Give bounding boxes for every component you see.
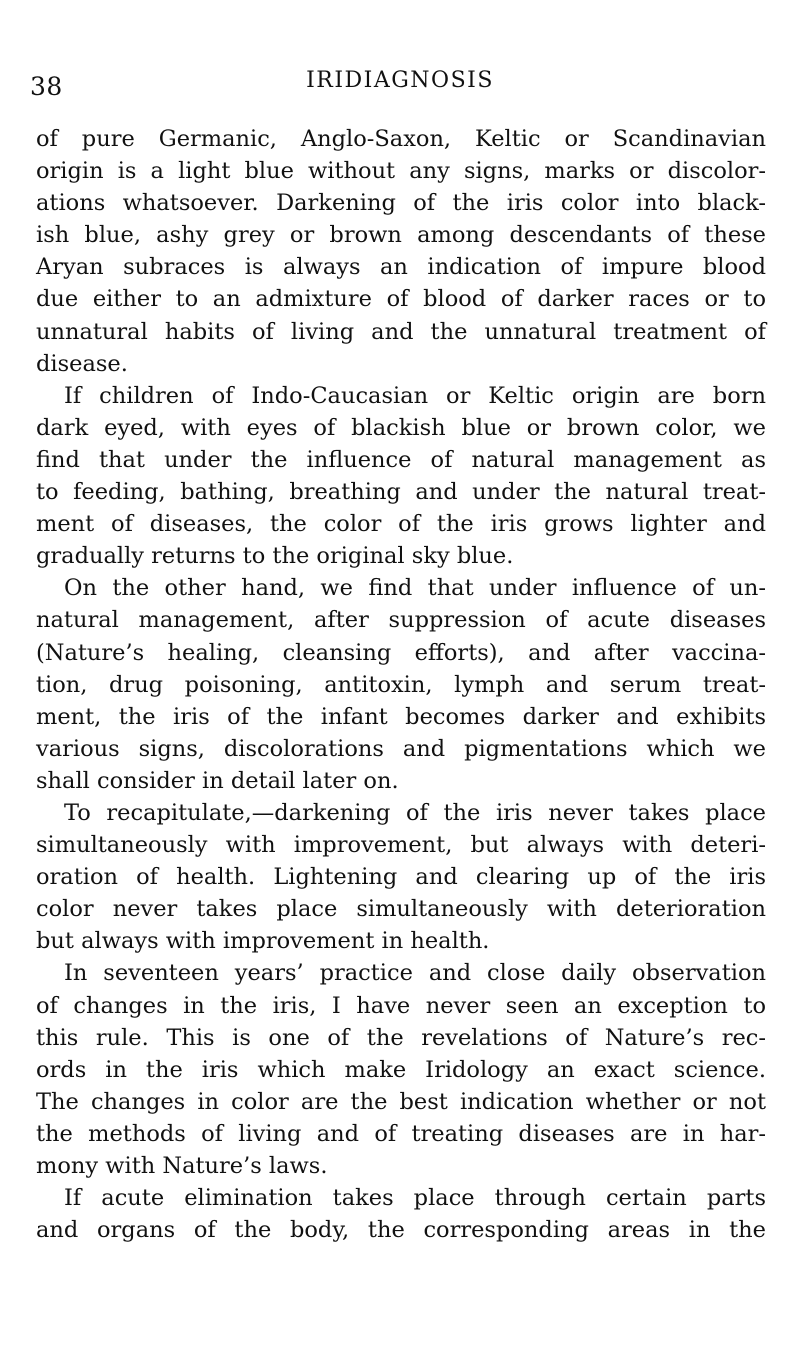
page-header — [0, 68, 800, 108]
text-line: The changes in color are the best indication whether or not — [36, 1088, 766, 1115]
text-line: due either to an admixture of blood of darker races or to — [36, 286, 766, 313]
text-line: shall consider in detail later on. — [36, 767, 399, 794]
text-line: various signs, discolorations and pigmentations which we — [36, 735, 766, 762]
text-line: find that under the influence of natural management as — [36, 446, 766, 473]
page-number: 38 — [30, 72, 63, 101]
text-line: origin is a light blue without any signs, marks or discolor- — [36, 158, 766, 185]
text-line: to feeding, bathing, breathing and under the natural treat- — [36, 479, 766, 506]
text-line: dark eyed, with eyes of blackish blue or brown color, we — [36, 414, 766, 441]
text-line: (Nature’s healing, cleansing efforts), and after vaccina- — [36, 639, 766, 666]
text-line: the methods of living and of treating diseases are in har- — [36, 1120, 766, 1147]
text-line: ment of diseases, the color of the iris grows lighter and — [36, 511, 766, 538]
text-line: In seventeen years’ practice and close daily observation — [64, 960, 766, 987]
text-line: oration of health. Lightening and clearing up of the iris — [36, 864, 766, 891]
text-line: natural management, after suppression of acute diseases — [36, 607, 766, 634]
text-line: color never takes place simultaneously with deterioration — [36, 896, 766, 923]
text-line: On the other hand, we find that under influence of un- — [64, 575, 766, 602]
text-line: this rule. This is one of the revelations of Nature’s rec- — [36, 1024, 766, 1051]
text-line: To recapitulate,—darkening of the iris never takes place — [64, 799, 766, 826]
text-line: Aryan subraces is always an indication of impure blood — [36, 254, 766, 281]
text-line: but always with improvement in health. — [36, 928, 490, 955]
text-line: unnatural habits of living and the unnatural treatment of — [36, 318, 766, 345]
body-text — [36, 123, 766, 1246]
text-line: gradually returns to the original sky blue. — [36, 543, 514, 570]
text-line: disease. — [36, 350, 128, 377]
running-head: IRIDIAGNOSIS — [306, 68, 494, 93]
text-line: ords in the iris which make Iridology an exact science. — [36, 1056, 766, 1083]
text-line: and organs of the body, the corresponding areas in the — [36, 1217, 766, 1244]
text-line: of changes in the iris, I have never seen an exception to — [36, 992, 766, 1019]
text-line: ment, the iris of the infant becomes darker and exhibits — [36, 703, 766, 730]
text-line: simultaneously with improvement, but always with deteri- — [36, 832, 766, 859]
text-line: If children of Indo-Caucasian or Keltic origin are born — [64, 382, 766, 409]
text-line: of pure Germanic, Anglo-Saxon, Keltic or Scandinavian — [36, 126, 766, 152]
text-line: mony with Nature’s laws. — [36, 1153, 328, 1179]
text-line: ish blue, ashy grey or brown among descendants of these — [36, 222, 766, 249]
text-line: ations whatsoever. Darkening of the iris color into black- — [36, 190, 766, 217]
text-line: If acute elimination takes place through certain parts — [64, 1185, 766, 1212]
text-line: tion, drug poisoning, antitoxin, lymph and serum treat- — [36, 671, 766, 698]
